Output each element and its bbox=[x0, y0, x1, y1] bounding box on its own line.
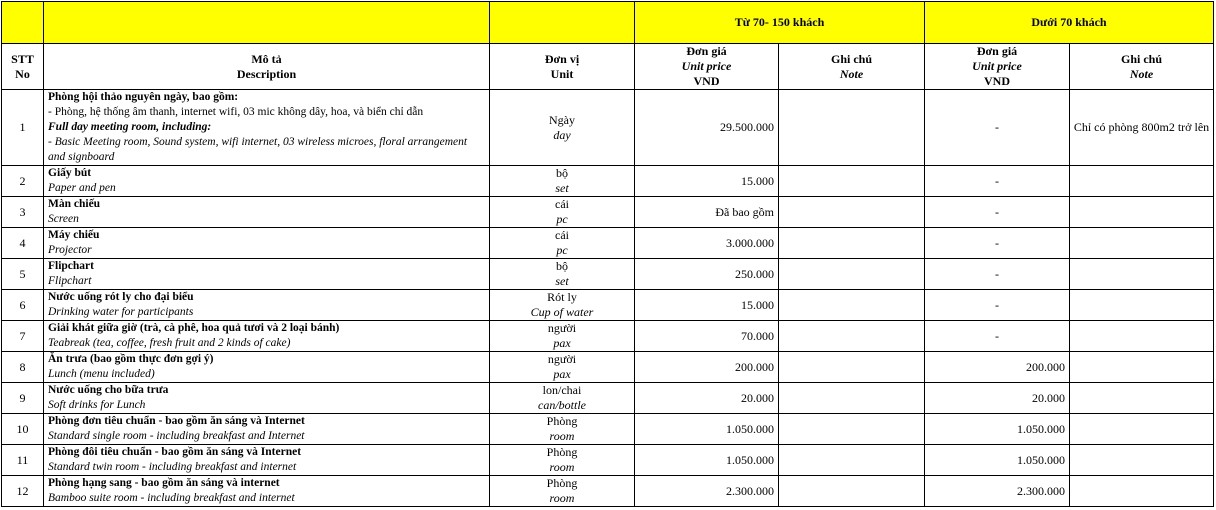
row-stt: 2 bbox=[2, 166, 44, 197]
row-note-b bbox=[1070, 259, 1214, 290]
row-note-a bbox=[779, 90, 925, 166]
row-description: Máy chiếu Projector bbox=[44, 228, 490, 259]
row-note-b bbox=[1070, 476, 1214, 507]
row-description: Flipchart Flipchart bbox=[44, 259, 490, 290]
blank-header-cell bbox=[2, 2, 44, 44]
row-price-a: 200.000 bbox=[635, 352, 779, 383]
price-table bbox=[1, 1, 1214, 507]
header-note-a: Ghi chú Note bbox=[779, 44, 925, 90]
row-description: Ăn trưa (bao gồm thực đơn gợi ý) Lunch (menu included) bbox=[44, 352, 490, 383]
row-note-b bbox=[1070, 197, 1214, 228]
table-row bbox=[2, 197, 1214, 228]
row-stt: 6 bbox=[2, 290, 44, 321]
group-header-under-70: Dưới 70 khách bbox=[925, 2, 1214, 44]
row-price-b: - bbox=[925, 90, 1070, 166]
row-note-b bbox=[1070, 352, 1214, 383]
row-note-a bbox=[779, 259, 925, 290]
row-price-a: 15.000 bbox=[635, 290, 779, 321]
header-unit: Đơn vị Unit bbox=[490, 44, 635, 90]
row-stt: 1 bbox=[2, 90, 44, 166]
table-row bbox=[2, 90, 1214, 166]
row-stt: 7 bbox=[2, 321, 44, 352]
row-price-b: - bbox=[925, 228, 1070, 259]
row-note-a bbox=[779, 414, 925, 445]
row-stt: 4 bbox=[2, 228, 44, 259]
row-unit: người pax bbox=[490, 321, 635, 352]
row-description: Giấy bút Paper and pen bbox=[44, 166, 490, 197]
row-description: Nước uống cho bữa trưa Soft drinks for Lunch bbox=[44, 383, 490, 414]
row-description: Phòng hội thảo nguyên ngày, bao gồm: - Phòng, hệ thống âm thanh, internet wifi, 03 mic không dây, hoa, và biển chỉ dẫn Full day meeting room, including: - Basic Meeting room, Sound system, wifi internet, 03 wireless microes, floral arrangement and signboard bbox=[44, 90, 490, 166]
row-unit: cái pc bbox=[490, 228, 635, 259]
row-stt: 8 bbox=[2, 352, 44, 383]
row-description: Màn chiếu Screen bbox=[44, 197, 490, 228]
row-price-b: 1.050.000 bbox=[925, 414, 1070, 445]
row-price-b: 200.000 bbox=[925, 352, 1070, 383]
header-note-b: Ghi chú Note bbox=[1070, 44, 1214, 90]
row-unit: lon/chai can/bottle bbox=[490, 383, 635, 414]
row-note-b bbox=[1070, 228, 1214, 259]
blank-header-cell bbox=[44, 2, 490, 44]
row-unit: người pax bbox=[490, 352, 635, 383]
row-description: Nước uống rót ly cho đại biểu Drinking water for participants bbox=[44, 290, 490, 321]
row-price-b: - bbox=[925, 321, 1070, 352]
table-row bbox=[2, 476, 1214, 507]
row-note-a bbox=[779, 445, 925, 476]
row-price-a: 2.300.000 bbox=[635, 476, 779, 507]
row-note-b bbox=[1070, 445, 1214, 476]
table-row bbox=[2, 259, 1214, 290]
table-row bbox=[2, 290, 1214, 321]
header-description: Mô tả Description bbox=[44, 44, 490, 90]
row-price-a: 70.000 bbox=[635, 321, 779, 352]
row-stt: 9 bbox=[2, 383, 44, 414]
row-price-a: 15.000 bbox=[635, 166, 779, 197]
header-unit-price-a: Đơn giá Unit price VND bbox=[635, 44, 779, 90]
table-row bbox=[2, 166, 1214, 197]
row-stt: 10 bbox=[2, 414, 44, 445]
row-price-b: 20.000 bbox=[925, 383, 1070, 414]
group-header-row bbox=[2, 2, 1214, 44]
row-note-b bbox=[1070, 290, 1214, 321]
blank-header-cell bbox=[490, 2, 635, 44]
row-price-b: - bbox=[925, 259, 1070, 290]
row-price-a: 1.050.000 bbox=[635, 414, 779, 445]
row-note-a bbox=[779, 321, 925, 352]
header-stt: STT No bbox=[2, 44, 44, 90]
row-price-a: Đã bao gồm bbox=[635, 197, 779, 228]
row-note-b bbox=[1070, 414, 1214, 445]
row-price-b: - bbox=[925, 197, 1070, 228]
row-unit: Rót ly Cup of water bbox=[490, 290, 635, 321]
row-price-b: - bbox=[925, 290, 1070, 321]
row-price-a: 3.000.000 bbox=[635, 228, 779, 259]
row-stt: 11 bbox=[2, 445, 44, 476]
row-note-a bbox=[779, 476, 925, 507]
row-price-b: 2.300.000 bbox=[925, 476, 1070, 507]
row-stt: 12 bbox=[2, 476, 44, 507]
row-unit: Phòng room bbox=[490, 476, 635, 507]
row-description: Phòng đôi tiêu chuẩn - bao gồm ăn sáng và Internet Standard twin room - including breakfast and internet bbox=[44, 445, 490, 476]
row-note-b: Chỉ có phòng 800m2 trở lên bbox=[1070, 90, 1214, 166]
row-note-a bbox=[779, 166, 925, 197]
row-price-a: 1.050.000 bbox=[635, 445, 779, 476]
header-unit-price-b: Đơn giá Unit price VND bbox=[925, 44, 1070, 90]
row-unit: Phòng room bbox=[490, 445, 635, 476]
row-price-a: 29.500.000 bbox=[635, 90, 779, 166]
table-row bbox=[2, 445, 1214, 476]
group-header-70-150: Từ 70- 150 khách bbox=[635, 2, 925, 44]
row-note-b bbox=[1070, 383, 1214, 414]
row-note-a bbox=[779, 197, 925, 228]
row-price-a: 250.000 bbox=[635, 259, 779, 290]
row-note-b bbox=[1070, 321, 1214, 352]
row-unit: cái pc bbox=[490, 197, 635, 228]
row-note-b bbox=[1070, 166, 1214, 197]
row-price-b: - bbox=[925, 166, 1070, 197]
row-stt: 5 bbox=[2, 259, 44, 290]
column-header-row bbox=[2, 44, 1214, 90]
row-unit: Phòng room bbox=[490, 414, 635, 445]
row-unit: bộ set bbox=[490, 259, 635, 290]
table-row bbox=[2, 383, 1214, 414]
row-note-a bbox=[779, 228, 925, 259]
row-note-a bbox=[779, 383, 925, 414]
row-unit: bộ set bbox=[490, 166, 635, 197]
table-row bbox=[2, 228, 1214, 259]
row-description: Phòng đơn tiêu chuẩn - bao gồm ăn sáng và Internet Standard single room - including breakfast and Internet bbox=[44, 414, 490, 445]
row-stt: 3 bbox=[2, 197, 44, 228]
row-price-a: 20.000 bbox=[635, 383, 779, 414]
row-description: Giải khát giữa giờ (trà, cà phê, hoa quả tươi và 2 loại bánh) Teabreak (tea, coffee, fresh fruit and 2 kinds of cake) bbox=[44, 321, 490, 352]
row-description: Phòng hạng sang - bao gồm ăn sáng và internet Bamboo suite room - including breakfast and internet bbox=[44, 476, 490, 507]
row-note-a bbox=[779, 352, 925, 383]
table-row bbox=[2, 321, 1214, 352]
row-price-b: 1.050.000 bbox=[925, 445, 1070, 476]
table-row bbox=[2, 352, 1214, 383]
row-unit: Ngày day bbox=[490, 90, 635, 166]
row-note-a bbox=[779, 290, 925, 321]
table-row bbox=[2, 414, 1214, 445]
